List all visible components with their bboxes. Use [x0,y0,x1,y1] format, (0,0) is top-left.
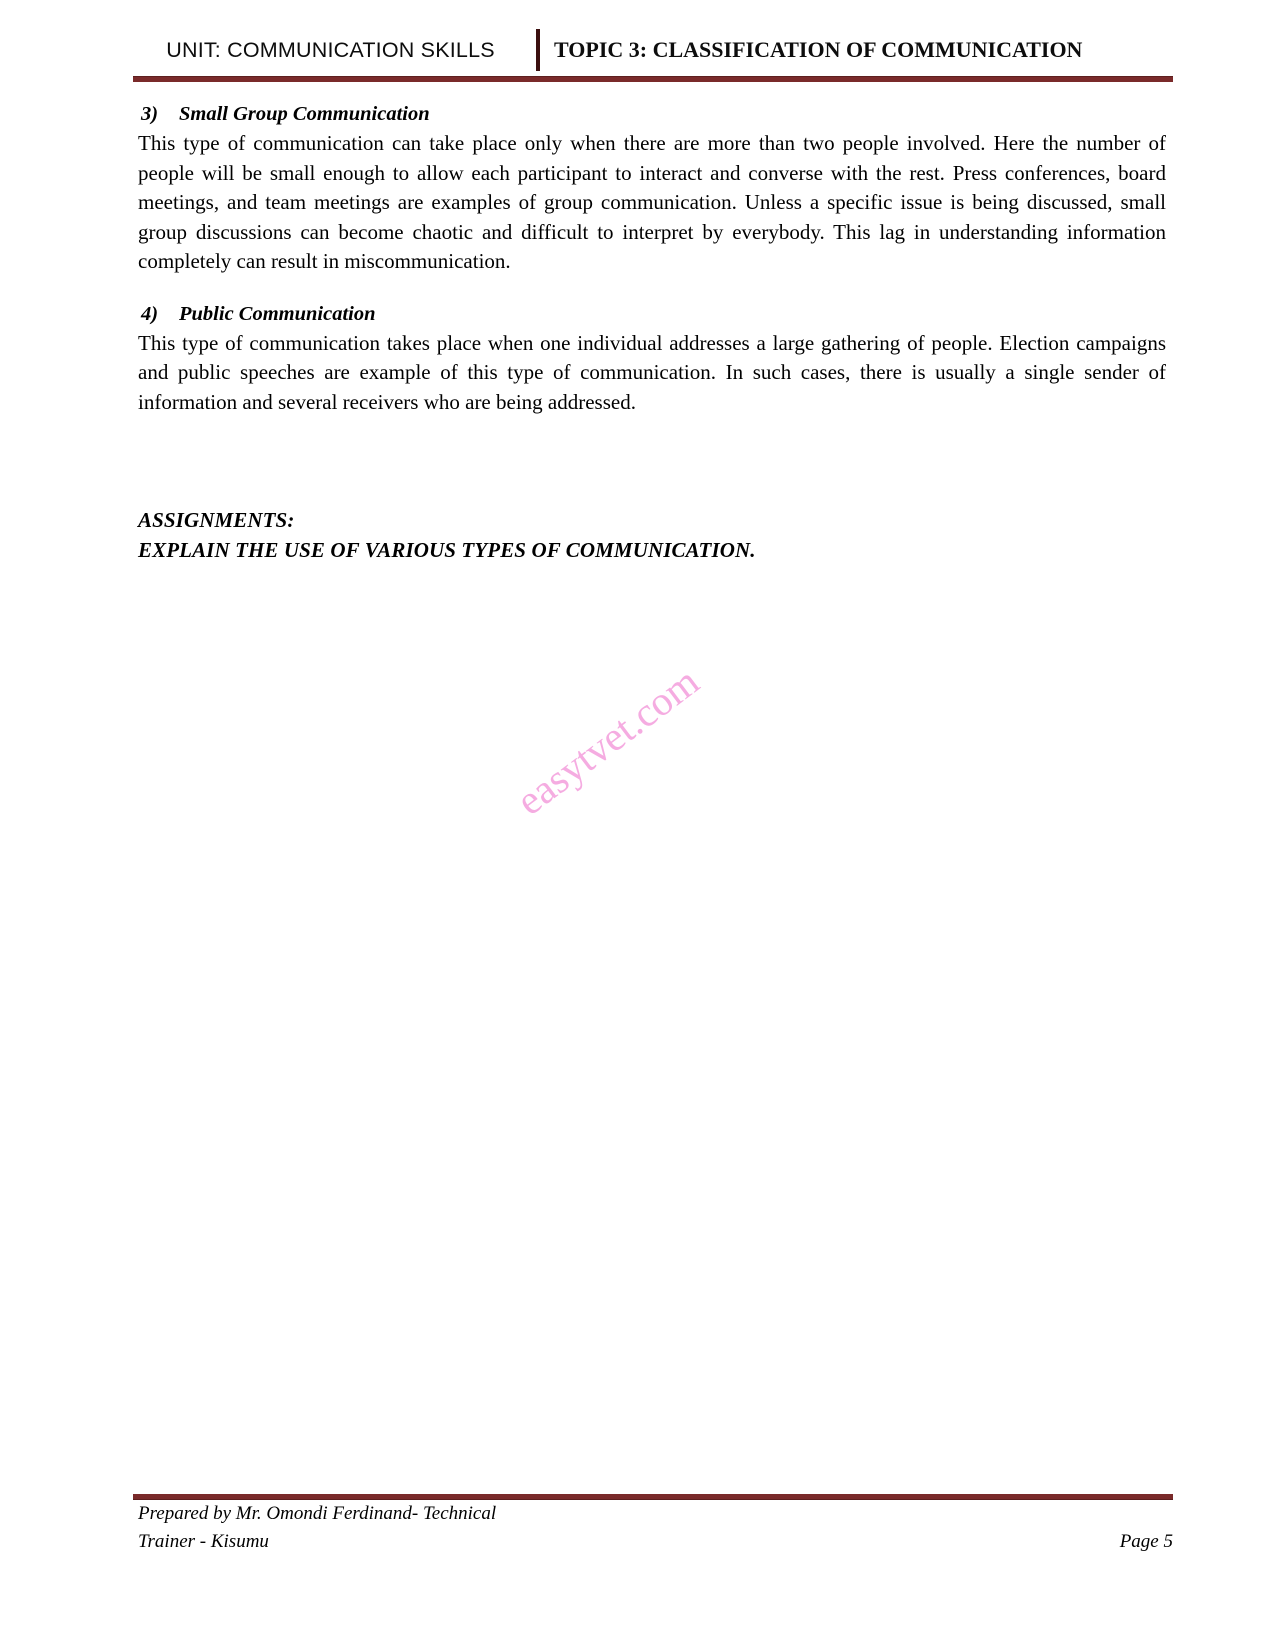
footer-bottom-row [138,1528,1173,1556]
content-spacer [138,443,1168,505]
page-header [133,28,1173,78]
assignments-task: EXPLAIN THE USE OF VARIOUS TYPES OF COMMUNICATION. [138,538,756,562]
section-title: Small Group Communication [179,103,430,125]
section-title: Public Communication [179,302,376,325]
footer-prepared-by-line1: Prepared by Mr. Omondi Ferdinand- Technical [138,1503,497,1524]
section-heading-public [138,303,1168,326]
document-body [138,103,1168,565]
section-paragraph-public: This type of communication takes place when one individual addresses a large gathering of people. Election campaigns and public speeches are example of this type of communication. In such cases, there is usually a single sender of information and several receivers who are being addressed. [138,330,1166,414]
section-number: 4) [141,302,159,325]
footer-prepared-by-line2: Trainer - Kisumu [138,1531,269,1552]
footer-page-number: Page 5 [1119,1531,1173,1552]
watermark-easytvet: easytvet.com [507,657,708,824]
header-unit-title: UNIT: COMMUNICATION SKILLS [166,37,495,62]
header-topic-title: TOPIC 3: CLASSIFICATION OF COMMUNICATION [554,37,1083,62]
section-heading-small-group [138,103,1168,126]
header-row [133,28,1173,72]
assignments-heading: ASSIGNMENTS: [138,508,295,532]
header-rule [133,76,1173,82]
section-paragraph-small-group: This type of communication can take place only when there are more than two people involved. Here the number of people will be small enough to allow each participant to interact and converse with the rest. Press conferences, board meetings, and team meetings are examples of group communication. Unless a specific issue is being discussed, small group discussions can become chaotic and difficult to interpret by everybody. This lag in understanding information completely can result in miscommunication. [138,131,1166,273]
header-divider [536,29,540,71]
section-number: 3) [141,103,159,125]
page-footer [138,1500,1173,1556]
